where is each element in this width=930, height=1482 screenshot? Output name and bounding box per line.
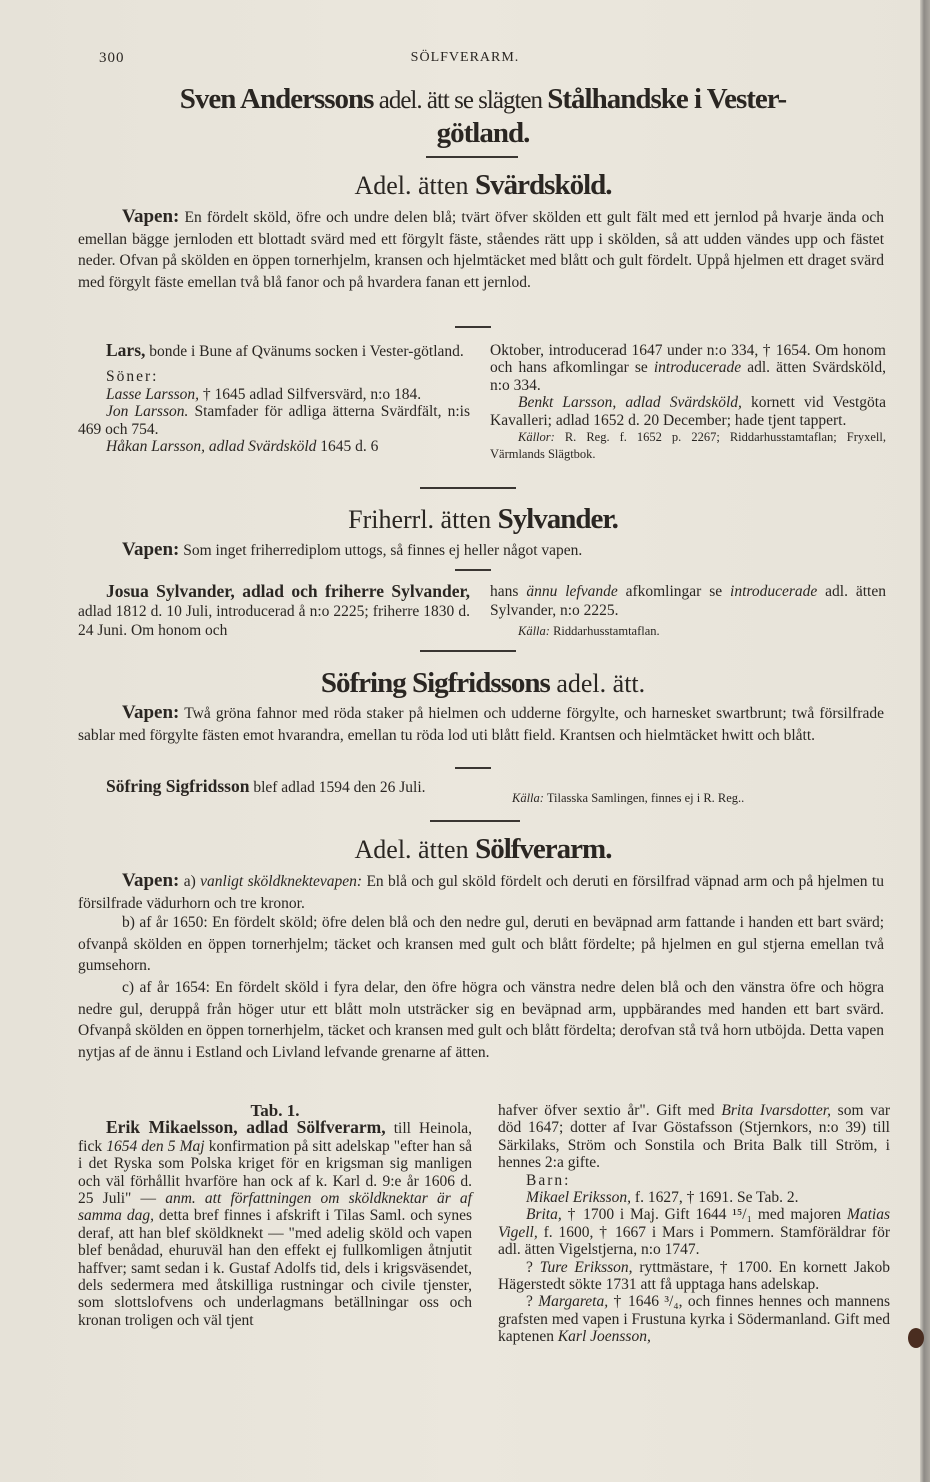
divider — [455, 569, 491, 571]
divider — [420, 487, 516, 489]
source-label: Källa: — [518, 624, 550, 638]
person-name: Lars, — [106, 340, 146, 360]
vapen-sofring — [78, 702, 884, 746]
ink-blot — [908, 1328, 924, 1348]
person-name: Håkan Larsson, adlad Svärdsköld — [106, 438, 317, 456]
source-label: Källa: — [512, 791, 544, 805]
sylvander-left-column: Josua Sylvander, adlad och friherre Sylvander, adlad 1812 d. 10 Juli, introducerad å n:o 2225; friherre 1830 d. 24 Juni. Om honom och — [78, 581, 470, 639]
heading-svardskold: Adel. ätten Svärdsköld. — [354, 169, 612, 201]
heading-sylvander: Friherrl. ätten Sylvander. — [348, 503, 618, 535]
heading-solfverarm: Adel. ätten Sölfverarm. — [354, 833, 612, 865]
vapen-text: Twå gröna fahnor med röda staker på hielmen och udderne förgylte, och harnesket swartbrunt; twå försilfrade sablar med förgylte fästen emot hvarandra, emellan tu röda lod uti blått field. Krantsen och hielmtäcket hwitt och blått. — [78, 705, 884, 744]
soner-label: Söner: — [106, 368, 159, 386]
divider — [455, 767, 491, 769]
vapen-sylvander — [78, 539, 884, 562]
barn-label: Barn: — [526, 1171, 571, 1189]
person-name: Brita, — [526, 1206, 562, 1224]
person-name: Jon Larsson. — [106, 403, 189, 421]
person-name: Josua Sylvander, adlad och friherre Sylvander, — [106, 581, 470, 601]
person-name: Margareta, — [538, 1293, 609, 1311]
tab-label: Tab. 1. — [250, 1101, 300, 1120]
person-name: Lasse Larsson, — [106, 385, 200, 403]
vapen-text: En fördelt sköld, öfre och undre delen blå; tvärt öfver skölden ett gult fält med ett jernlod på hvarje ända och emellan bägge jernloden ett blottadt svärd med ett förgylt fäste, ståendes rätt upp i skölden, så att udden vändes upp och fästet neder. Ofvan på skölden en öppen tornerhjelm, kransen och hjelmtäcket med blått och gult fördelt. Uppå hjelmen ett draget svärd med förgylt fäste emellan två blå fanor och på hvardera fanan ett jernlod. — [78, 209, 885, 291]
vapen-label: Vapen: — [122, 539, 180, 560]
person-name: Ture Eriksson, — [539, 1258, 633, 1276]
vapen-label: Vapen: — [122, 206, 180, 227]
page-number: 300 — [99, 50, 125, 66]
person-name: Erik Mikaelsson, adlad Sölfverarm, — [106, 1117, 386, 1138]
vapen-label: Vapen: — [122, 870, 180, 891]
vapen-solfverarm-b: b) af år 1650: En fördelt sköld; öfre delen blå och den nedre gul, deruti en beväpnad arm fattande i handen ett bart svärd; ofvanpå skölden en öppen tornerhjelm; täcket och kransen med gult och blått fördelte; på hjelmen en gul stjerna emellan två gumsehorn. — [78, 914, 884, 975]
vapen-solfverarm-c: c) af år 1654: En fördelt sköld i fyra delar, den öfre högra och vänstra nedre delen blå och den vänstra öfre och högra nedre gul, deruppå från höger utur ett blått moln utsträcker sig en beväpnad arm, uppbärandes med handen ett bart svärd. Ofvanpå skölden en öppen tornerhjelm, täcket och kransen med gult och blått fördelta; derofvan stå två horn utböjda. Detta vapen nytjas af de ännu i Estland och Livland lefvande grenarne af ätten. — [78, 979, 884, 1061]
page-gutter — [920, 0, 930, 1482]
sofring-left-column: Söfring Sigfridsson blef adlad 1594 den 26 Juli. — [106, 776, 426, 796]
svardskold-left-column: Lars, bonde i Bune af Qvänums socken i Vester-götland. Söner: Lasse Larsson, † 1645 adlad Silfversvärd, n:o 184. Jon Larsson. Stamfader för adliga ätterna Svärdfält, n:is 469 och 754. Håkan Larsson, adlad Svärdsköld 1645 d. 6 — [78, 340, 470, 456]
heading-bold-name: Stålhandske i Vester- — [547, 83, 787, 115]
sofring-right-column: Källa: Tilasska Samlingen, finnes ej i R. Reg.. — [512, 791, 745, 805]
heading-sven-line2: götland. — [436, 117, 530, 149]
svardskold-right-column: Oktober, introducerad 1647 under n:o 334, † 1654. Om honom och hans afkomlingar se introducerade adl. ätten Svärdsköld, n:o 334. Benkt Larsson, adlad Svärdsköld, kornett vid Vestgöta Kavalleri; adlad 1652 d. 20 December; hade tjent tappert. Källor: R. Reg. f. 1652 p. 2267; Riddarhusstamtaflan; Fryxell, Värmlands Slägtbok. — [490, 342, 886, 462]
vapen-svardskold — [78, 206, 884, 293]
heading-text: adel. ätt se slägten — [373, 87, 548, 114]
divider — [455, 326, 491, 328]
person-name: Benkt Larsson, adlad Svärdsköld, — [518, 394, 742, 412]
vapen-text: Som inget friherrediplom uttogs, så finnes ej heller något vapen. — [183, 542, 583, 559]
sylvander-right-column: hans ännu lefvande afkomlingar se introducerade adl. ätten Sylvander, n:o 2225. Källa: Riddarhusstamtaflan. — [490, 583, 886, 638]
sources-label: Källor: — [518, 430, 555, 445]
divider — [420, 650, 516, 652]
person-name: Söfring Sigfridsson — [106, 776, 250, 796]
vapen-label: Vapen: — [122, 702, 180, 723]
heading-bold-name: Sven Anderssons — [179, 83, 374, 115]
person-name: Mikael Eriksson, — [526, 1189, 632, 1207]
solfverarm-left-column: Tab. 1. Erik Mikaelsson, adlad Sölfverarm, till Heinola, fick 1654 den 5 Maj konfirmation på sitt adelskap "efter han så i det Ryska som Polska kriget för en krigsman sig manligen och väl förhållit hvarföre han ock af k. Karl d. 9:e år 1606 d. 25 Juli" — anm. att författningen om sköldknektar är af samma dag, detta bref finnes i afskrift i Tilas Saml. och synes deraf, att han blef sköldknekt — "med adelig sköld och vapen blef benådad, ehuruväl han den effekt ej fullkomligen åtnjutit haffver; samt sedan i k. Gustaf Adolfs tid, dels i krigsväsendet, dels sedermera med åtskilliga rustningar och civile tjenster, som slottslofvens och underlagmans betällningar oss och kronan troligen och väl tjent — [78, 1101, 473, 1329]
divider — [430, 820, 520, 822]
divider — [426, 156, 518, 158]
heading-sofring: Söfring Sigfridssons adel. ätt. — [320, 667, 646, 699]
running-header: SÖLFVERARM. — [410, 50, 520, 65]
vapen-solfverarm-a: Vapen: a) vanligt sköldknektevapen: En blå och gul sköld fördelt och deruti en försilfrad väpnad arm och på hjelmen tu försilfrade vädurhorn och tre kronor. — [78, 870, 884, 912]
solfverarm-right-column: hafver öfver sextio år". Gift med Brita Ivarsdotter, som var död 1647; dotter af Ivar Göstafsson (Stjernkors, n:o 39) till Särkilaks, Ström och Sonstila och Brita Balk till Ström, i hennes 2:a gifte. Barn: Mikael Eriksson, f. 1627, † 1691. Se Tab. 2. Brita, † 1700 i Maj. Gift 1644 ¹⁵/₁ med majoren Matias Vigell, f. 1600, † 1667 i Mars i Pommern. Stamföräldrar för adl. ätten Vigelstjerna, n:o 1747. ? Ture Eriksson, ryttmästare, † 1700. En kornett Jakob Hägerstedt sökte 1731 att få upptaga hans adelskap. ? Margareta, † 1646 ³/₄, och finnes hennes och mannens grafsten med vapen i Frustuna kyrka i Södermanland. Gift med kaptenen Karl Joensson, — [498, 1102, 890, 1346]
